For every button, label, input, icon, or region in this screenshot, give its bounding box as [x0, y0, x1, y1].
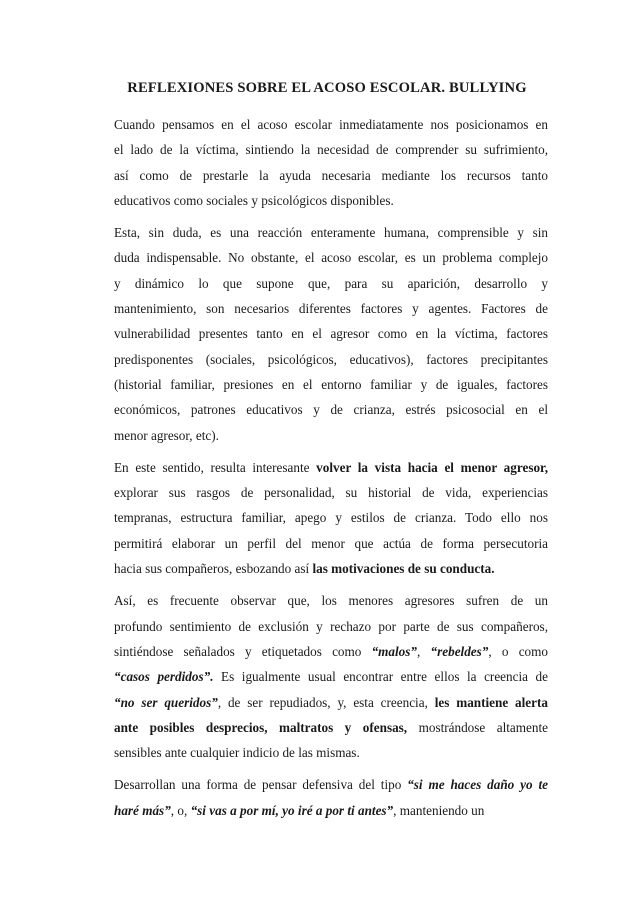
text-line — [114, 271, 548, 296]
bold-text: ante posibles desprecios, maltratos y ofensas, — [114, 719, 408, 735]
text-segment: predisponentes (sociales, psicológicos, educativos), factores precipitantes — [114, 351, 548, 367]
text-segment: duda indispensable. No obstante, el acoso escolar, es un problema complejo — [114, 250, 548, 266]
text-segment: sintiéndose señalados y etiquetados como — [114, 643, 372, 659]
text-segment: tempranas, estructura familiar, apego y estilos de crianza. Todo ello nos — [114, 510, 548, 526]
text-line — [114, 372, 548, 397]
emphasis-text: “no ser queridos” — [114, 694, 218, 710]
text-line — [114, 296, 548, 321]
text-segment: mostrándose altamente — [407, 719, 548, 735]
text-segment: explorar sus rasgos de personalidad, su historial de vida, experiencias — [114, 485, 548, 501]
bold-italic-text — [114, 695, 218, 710]
text-segment: (historial familiar, presiones en el entorno familiar y de iguales, factores — [114, 376, 548, 392]
text-segment: sensibles ante cualquier indicio de las mismas. — [114, 745, 360, 761]
document-title: REFLEXIONES SOBRE EL ACOSO ESCOLAR. BULLYING — [127, 80, 527, 96]
bold-italic-text — [114, 669, 214, 684]
paragraph — [114, 588, 548, 765]
text-line — [114, 588, 548, 613]
bold-text: las motivaciones de su conducta. — [312, 561, 495, 577]
paragraph — [114, 455, 548, 581]
text-line — [114, 163, 548, 188]
text-segment: educativos como sociales y psicológicos disponibles. — [114, 192, 394, 208]
text-line — [114, 455, 548, 480]
text-line — [114, 112, 548, 137]
text-segment: Así, es frecuente observar que, los menores agresores sufren de un — [114, 593, 548, 609]
text-segment: , de ser repudiados, y, esta creencia, — [217, 694, 435, 710]
bold-italic-text — [114, 803, 171, 818]
text-segment: , manteniendo un — [393, 802, 485, 818]
text-line — [114, 772, 548, 797]
text-line — [114, 664, 548, 689]
emphasis-text: “rebeldes” — [430, 643, 489, 659]
bold-italic-text — [372, 644, 417, 659]
emphasis-text: haré más” — [114, 802, 171, 818]
emphasis-text: “malos” — [371, 643, 418, 659]
text-segment: Es igualmente usual encontrar entre ellos la creencia de — [213, 669, 548, 685]
bold-text: les mantiene alerta — [434, 694, 549, 710]
bold-text: volver la vista hacia el menor agresor, — [316, 459, 548, 475]
text-line — [114, 740, 548, 765]
text-line — [114, 321, 548, 346]
bold-italic-text — [191, 803, 394, 818]
text-line — [114, 505, 548, 530]
text-segment: profundo sentimiento de exclusión y rechazo por parte de sus compañeros, — [114, 618, 548, 634]
text-segment: mantenimiento, son necesarios diferentes factores y agentes. Factores de — [114, 301, 548, 317]
text-segment: Desarrollan una forma de pensar defensiva del tipo — [114, 777, 408, 793]
text-segment: así como de prestarle la ayuda necesaria mediante los recursos tanto — [114, 167, 548, 183]
text-segment: vulnerabilidad presentes tanto en el agresor como en la víctima, factores — [114, 326, 548, 342]
paragraph — [114, 220, 548, 448]
text-line — [114, 220, 548, 245]
text-segment: , o como — [488, 643, 548, 659]
text-line — [114, 798, 548, 823]
bold-italic-text — [407, 777, 548, 792]
text-line — [114, 614, 548, 639]
text-line — [114, 245, 548, 270]
emphasis-text: “si vas a por mí, yo iré a por ti antes” — [190, 802, 394, 818]
text-line — [114, 715, 548, 740]
text-line — [114, 347, 548, 372]
text-segment: permitirá elaborar un perfil del menor que actúa de forma persecutoria — [114, 535, 548, 551]
text-line — [114, 531, 548, 556]
text-segment: económicos, patrones educativos y de crianza, estrés psicosocial en el — [114, 402, 548, 418]
text-segment: , — [417, 643, 431, 659]
text-line — [114, 480, 548, 505]
text-segment: , o, — [170, 802, 191, 818]
text-segment: hacia sus compañeros, esbozando así — [114, 561, 313, 577]
text-line — [114, 639, 548, 664]
text-segment: menor agresor, etc). — [114, 427, 219, 443]
text-line — [114, 397, 548, 422]
text-line — [114, 137, 548, 162]
text-segment: En este sentido, resulta interesante — [114, 459, 317, 475]
emphasis-text: “si me haces daño yo te — [407, 777, 548, 793]
text-segment: Cuando pensamos en el acoso escolar inmediatamente nos posicionamos en — [114, 117, 548, 132]
text-segment: y dinámico lo que supone que, para su aparición, desarrollo y — [114, 275, 548, 291]
paragraph — [114, 772, 548, 823]
text-segment: Esta, sin duda, es una reacción enteramente humana, comprensible y sin — [114, 225, 548, 241]
text-segment: el lado de la víctima, sintiendo la necesidad de comprender su sufrimiento, — [114, 142, 548, 158]
document-body — [114, 112, 548, 830]
text-line — [114, 188, 548, 213]
paragraph — [114, 112, 548, 213]
text-line — [114, 423, 548, 448]
text-line — [114, 556, 548, 581]
bold-italic-text — [431, 644, 489, 659]
text-line — [114, 690, 548, 715]
emphasis-text: “casos perdidos”. — [114, 669, 214, 685]
